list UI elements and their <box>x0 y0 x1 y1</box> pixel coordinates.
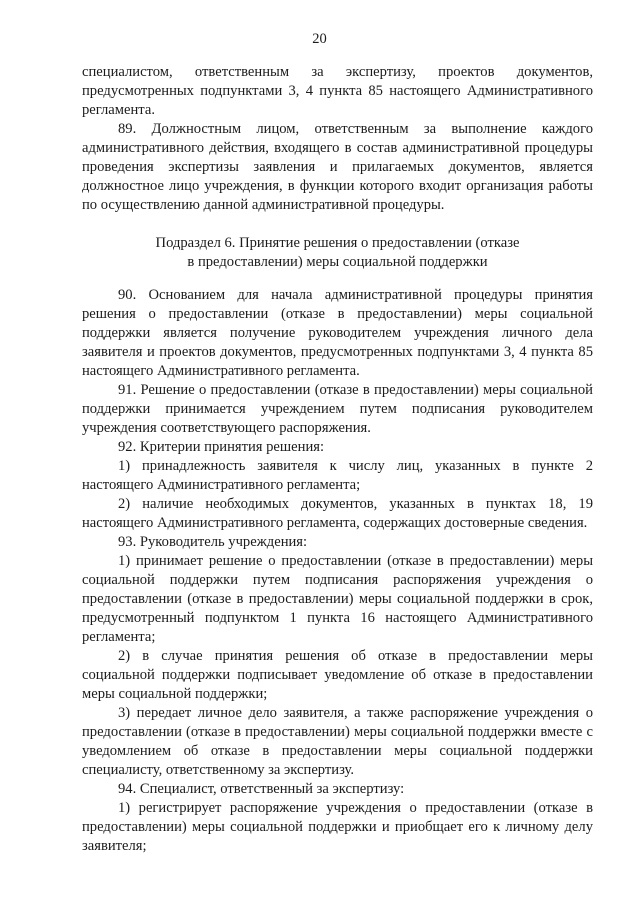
paragraph-92-item-2: 2) наличие необходимых документов, указанных в пунктах 18, 19 настоящего Административного регламента, содержащих достоверные сведения. <box>82 496 593 531</box>
paragraph-91: 91. Решение о предоставлении (отказе в предоставлении) меры социальной поддержки принимается учреждением путем подписания руководителем учреждения соответствующего распоряжения. <box>82 382 593 436</box>
paragraph-94-item-1: 1) регистрирует распоряжение учреждения о предоставлении (отказе в предоставлении) меры социальной поддержки и приобщает его к личному делу заявителя; <box>82 800 593 854</box>
paragraph-93: 93. Руководитель учреждения: <box>118 534 308 550</box>
paragraph-93-item-2: 2) в случае принятия решения об отказе в предоставлении меры социальной поддержки подписывает уведомление об отказе в предоставлении меры социальной поддержки; <box>82 648 593 702</box>
paragraph-92-item-1: 1) принадлежность заявителя к числу лиц, указанных в пункте 2 настоящего Административного регламента; <box>82 458 593 493</box>
subsection-heading-line-1: Подраздел 6. Принятие решения о предоставлении (отказе <box>155 235 520 251</box>
paragraph-92: 92. Критерии принятия решения: <box>118 439 325 455</box>
page-number: 20 <box>312 31 327 47</box>
subsection-heading <box>82 234 593 272</box>
paragraph-90: 90. Основанием для начала административной процедуры принятия решения о предоставлении (отказе в предоставлении) меры социальной поддержки является получение руководителем учреждения личного дела заявителя и проектов документов, предусмотренных подпунктами 3, 4 пункта 85 настоящего Административного регламента. <box>82 287 593 379</box>
paragraph-94: 94. Специалист, ответственный за экспертизу: <box>118 781 405 797</box>
subsection-heading-line-2: в предоставлении) меры социальной поддержки <box>187 254 488 270</box>
document-body <box>82 63 593 856</box>
paragraph-93-item-1: 1) принимает решение о предоставлении (отказе в предоставлении) меры социальной поддержки путем подписания распоряжения учреждения о предоставлении (отказе в предоставлении) меры социальной поддержки в срок, предусмотренный подпунктом 1 пункта 16 настоящего Административного регламента; <box>82 553 593 645</box>
paragraph-89: 89. Должностным лицом, ответственным за выполнение каждого административного действия, входящего в состав административной процедуры проведения экспертизы заявления и прилагаемых документов, является должностное лицо учреждения, в функции которого входит организация работы по осуществлению данной административной процедуры. <box>82 121 593 213</box>
paragraph-93-item-3: 3) передает личное дело заявителя, а также распоряжение учреждения о предоставлении (отказе в предоставлении) меры социальной поддержки вместе с уведомлением об отказе в предоставлении меры социальной поддержки специалисту, ответственному за экспертизу. <box>82 705 593 778</box>
paragraph-continuation: специалистом, ответственным за экспертизу, проектов документов, предусмотренных подпунктами 3, 4 пункта 85 настоящего Административного регламента. <box>82 64 593 118</box>
